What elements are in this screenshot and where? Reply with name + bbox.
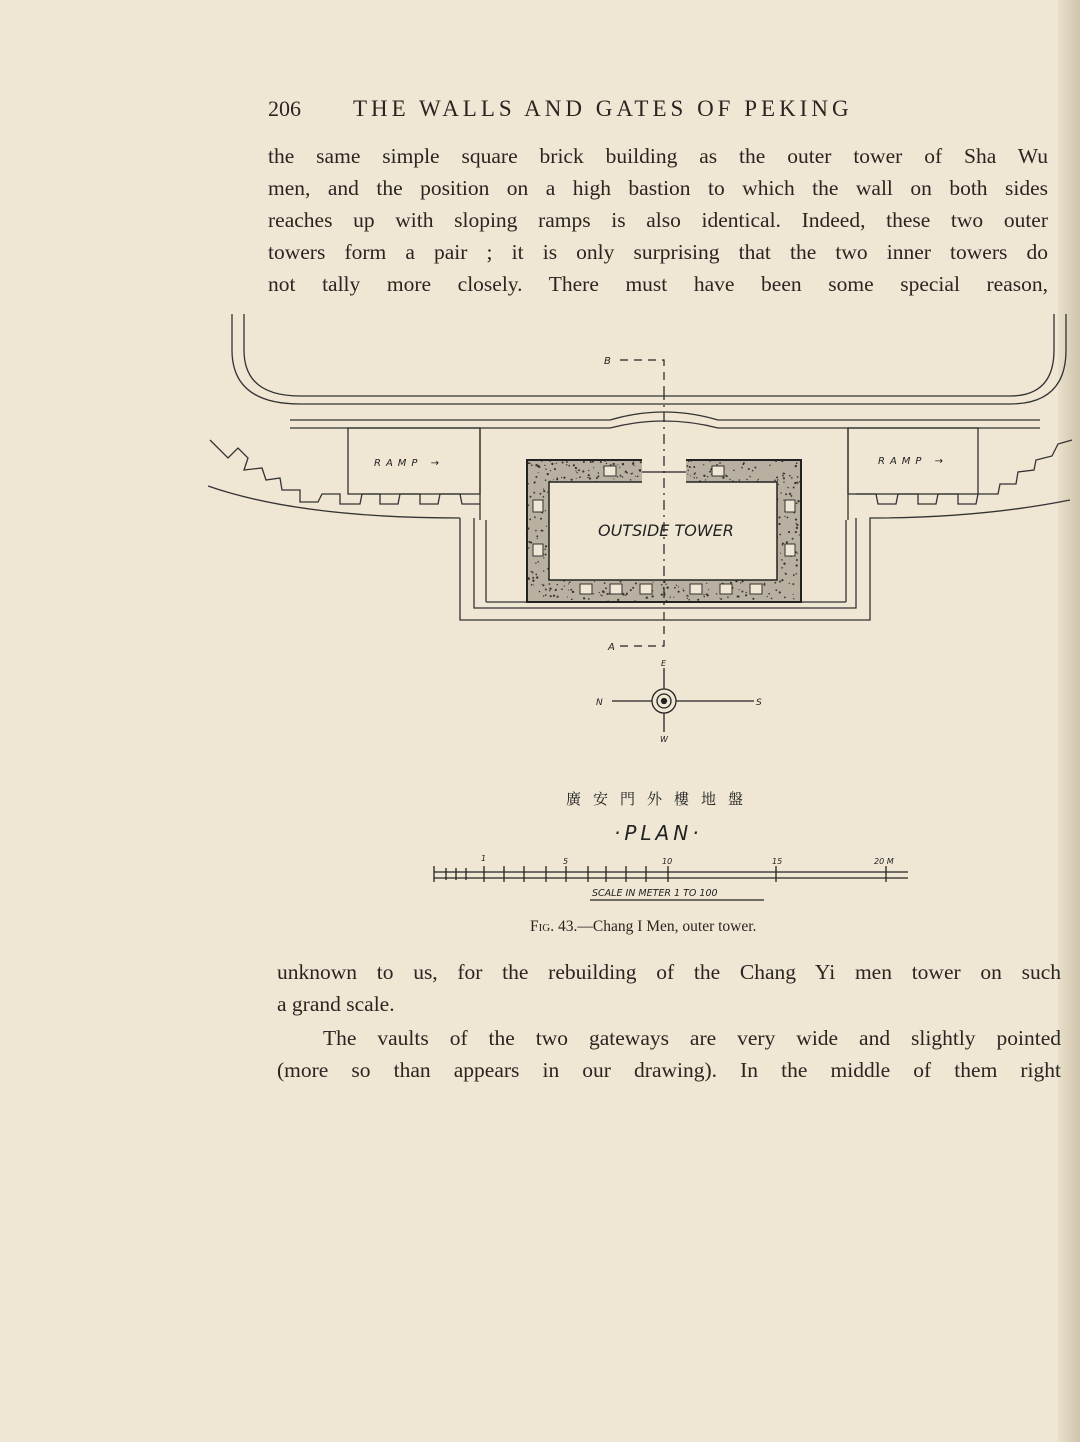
text-line: a grand scale. <box>277 992 395 1016</box>
ramp-label-right: RAMP → <box>878 456 949 467</box>
figure-caption <box>530 918 756 936</box>
section-label-a: A <box>608 642 615 653</box>
wall-top-line <box>290 412 1040 420</box>
scale-tick-label: 20 M <box>874 857 894 866</box>
running-title: THE WALLS AND GATES OF PEKING <box>353 96 853 121</box>
compass-s: S <box>756 698 762 708</box>
scale-tick-label: 5 <box>563 857 569 866</box>
section-label-b: B <box>604 356 611 367</box>
body-text-bottom <box>277 956 1061 1086</box>
compass-n: N <box>596 698 603 708</box>
text-line: men, and the position on a high bastion to which the wall on both sides <box>268 176 1048 200</box>
body-text-top <box>268 140 1048 300</box>
compass-w: W <box>660 735 668 744</box>
wall-curve-left <box>208 486 460 518</box>
text-line: not tally more closely. There must have been some special reason, <box>268 272 1048 296</box>
chinese-title: 廣安門外樓地盤 <box>566 790 756 808</box>
text-line: (more so than appears in our drawing). In the middle of them right <box>277 1058 1061 1082</box>
tower-label: OUTSIDE TOWER <box>598 521 734 540</box>
text-line: unknown to us, for the rebuilding of the Chang Yi men tower on such <box>277 960 1061 984</box>
plan-figure <box>0 300 1080 920</box>
scale-tick-label: 1 <box>481 854 487 863</box>
scale-tick-label: 15 <box>772 857 783 866</box>
running-header <box>268 96 1048 122</box>
outer-wall-line <box>232 314 1066 404</box>
scale-tick-label: 10 <box>662 857 673 866</box>
text-line: towers form a pair ; it is only surprising that the two inner towers do <box>268 240 1048 264</box>
section-line-a <box>620 610 664 646</box>
caption-prefix: Fig. <box>530 918 555 935</box>
outer-wall-line <box>244 314 1054 396</box>
section-line-b <box>620 360 664 390</box>
wall-top-line <box>290 421 1040 428</box>
text-line: the same simple square brick building as the outer tower of Sha Wu <box>268 144 1048 168</box>
scale-label: SCALE IN METER 1 TO 100 <box>592 888 718 899</box>
ramp-label-left: RAMP → <box>374 458 445 469</box>
plan-title: ·PLAN· <box>614 821 703 845</box>
compass-icon <box>612 668 754 732</box>
caption-text: 43.—Chang I Men, outer tower. <box>557 918 757 935</box>
text-line: reaches up with sloping ramps is also identical. Indeed, these two outer <box>268 208 1048 232</box>
compass-e: E <box>661 659 667 668</box>
crenellated-wall-left <box>210 440 480 504</box>
text-line: The vaults of the two gateways are very wide and slightly pointed <box>323 1026 1061 1050</box>
page-number: 206 <box>268 96 301 121</box>
